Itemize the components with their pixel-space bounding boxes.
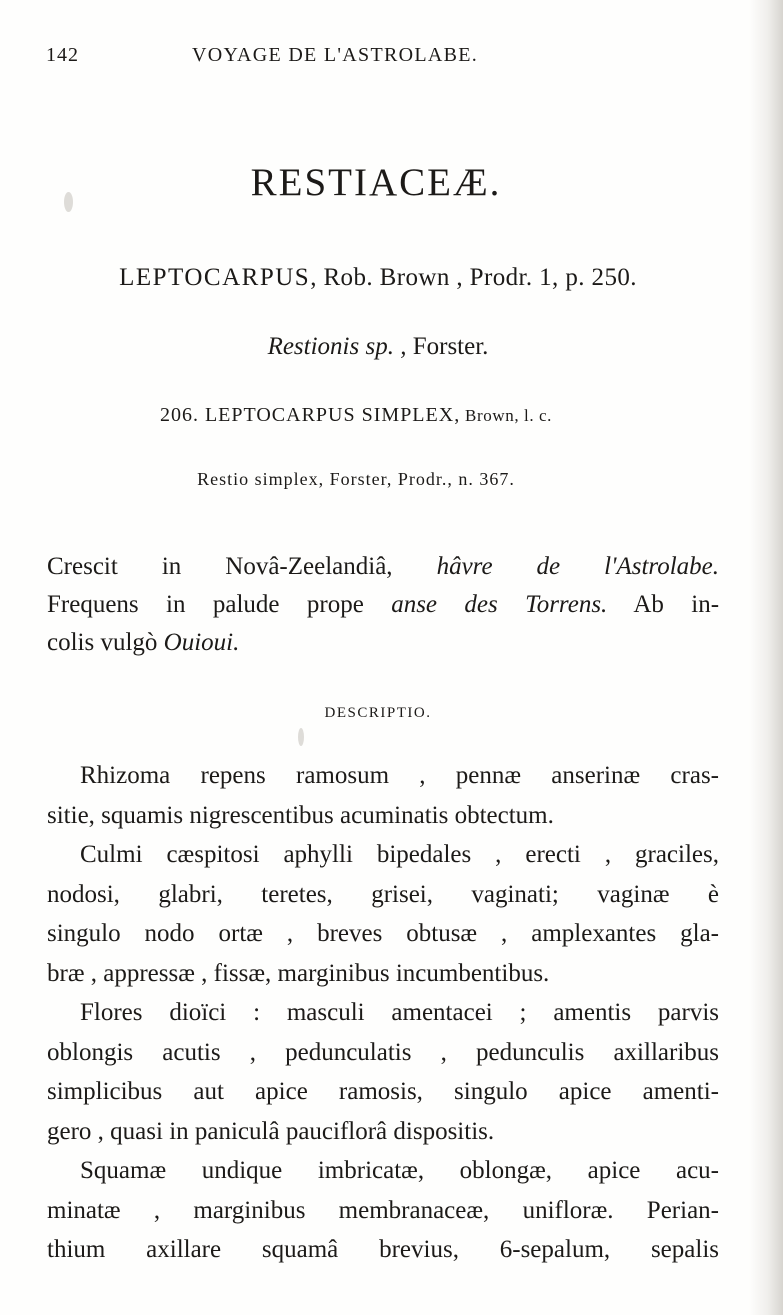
description-line: Culmi cæspitosi aphylli bipedales , erecti , graciles, xyxy=(80,841,719,868)
habitat-text: Ab in- xyxy=(633,591,720,618)
description-line: gero , quasi in paniculâ pauciflorâ dispositis. xyxy=(47,1117,495,1145)
genus-heading xyxy=(0,264,756,292)
habitat-text: Crescit in Novâ-Zeelandiâ, xyxy=(47,553,393,580)
vernacular-name: Ouioui. xyxy=(163,629,240,656)
habitat-text: colis vulgò xyxy=(47,629,158,656)
habitat-text: Frequens in palude prope xyxy=(47,591,364,618)
habitat-locality: anse des Torrens. xyxy=(391,591,608,618)
running-title: VOYAGE DE L'ASTROLABE. xyxy=(192,44,479,66)
page-number: 142 xyxy=(46,44,79,66)
description-line: minatæ , marginibus membranaceæ, unifloræ. Perian- xyxy=(47,1196,719,1224)
basionym: Restio simplex, Forster, Prodr., n. 367. xyxy=(197,469,515,489)
paper-speck xyxy=(298,728,304,746)
species-name: LEPTOCARPUS SIMPLEX, xyxy=(198,404,461,426)
description-line: thium axillare squamâ brevius, 6-sepalum, sepalis xyxy=(47,1236,719,1263)
habitat-line xyxy=(47,586,719,624)
description-heading: DESCRIPTIO. xyxy=(324,705,432,721)
description-line: singulo nodo ortæ , breves obtusæ , amplexantes gla- xyxy=(47,920,719,947)
genus-synonym xyxy=(0,333,756,361)
description-line: simplicibus aut apice ramosis, singulo apice amenti- xyxy=(47,1078,719,1105)
description-body xyxy=(47,756,719,1270)
description-line: Rhizoma repens ramosum , pennæ anserinæ cras- xyxy=(80,762,719,789)
habitat-paragraph xyxy=(47,548,719,662)
habitat-locality: hâvre de l'Astrolabe. xyxy=(436,553,719,580)
description-line: nodosi, glabri, teretes, grisei, vaginati; vaginæ è xyxy=(47,880,719,908)
synonym-name: Restionis sp. , xyxy=(267,333,407,360)
description-line: oblongis acutis , pedunculatis , pedunculis axillaribus xyxy=(47,1038,719,1066)
description-line: sitie, squamis nigrescentibus acuminatis obtectum. xyxy=(47,801,554,829)
family-title: RESTIACEÆ. xyxy=(250,161,502,204)
synonym-author: Forster. xyxy=(406,333,489,360)
running-head xyxy=(46,44,746,74)
species-heading xyxy=(0,404,712,427)
description-line: Squamæ undique imbricatæ, oblongæ, apice acu- xyxy=(80,1157,719,1184)
genus-citation: , Rob. Brown , Prodr. 1, p. 250. xyxy=(310,264,637,291)
description-line: bræ , appressæ , fissæ, marginibus incumbentibus. xyxy=(47,959,550,987)
habitat-line xyxy=(47,548,719,586)
species-author: Brown, l. c. xyxy=(460,406,553,425)
page-gutter-shadow xyxy=(749,0,783,1315)
genus-name: LEPTOCARPUS xyxy=(119,264,311,291)
habitat-line xyxy=(47,624,719,662)
description-line: Flores dioïci : masculi amentacei ; amentis parvis xyxy=(80,999,719,1026)
species-number: 206. xyxy=(159,404,199,426)
